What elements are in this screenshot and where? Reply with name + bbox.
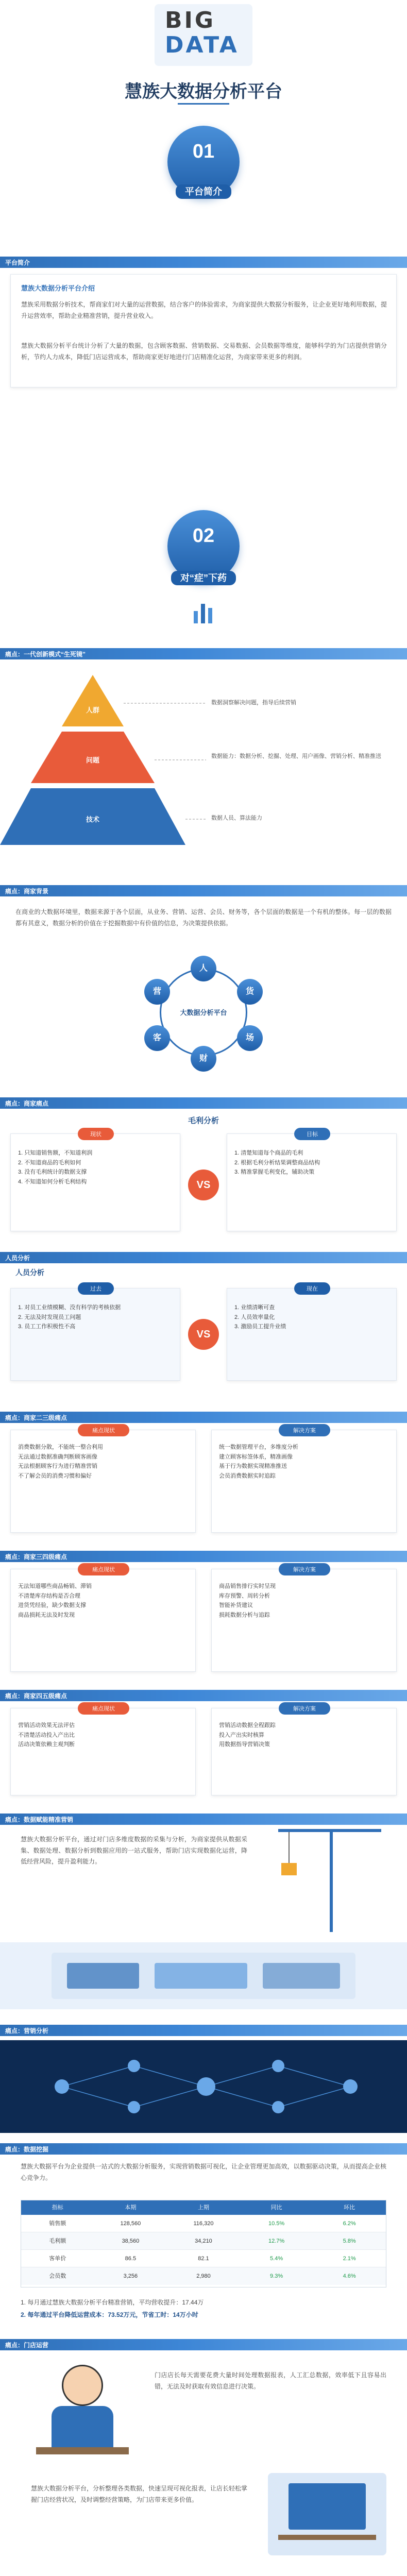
store-paragraph-1: 门店店长每天需要花费大量时间处理数据报表，人工汇总数据，效率低下且容易出错，无法及时获取有效信息进行决策。: [155, 2371, 386, 2390]
pain-box-1-title: 痛点现状: [78, 1424, 129, 1436]
pain-box-1: [10, 1430, 196, 1533]
people-left-card: [10, 1288, 180, 1381]
pyramid-area: [0, 665, 407, 871]
intro-card: [10, 274, 397, 387]
section-remedy: [0, 510, 407, 639]
pyramid-graphic: [0, 665, 407, 871]
wheel-item-4: 财: [191, 1046, 216, 1072]
banner-store: 痛点：门店运营: [0, 2339, 407, 2350]
pain-box-4: [211, 1569, 397, 1672]
pyramid-note-1: 数据洞察解决问题，指导后续营销: [211, 700, 296, 706]
banner-pain: 痛点：商家痛点: [0, 1097, 407, 1109]
pyramid-note-2: 数据能力：数据分析、挖掘、处理、用户画像、营销分析、精准推送: [211, 753, 381, 759]
table-row: 客单价 86.5 82.1 5.4% 2.1%: [21, 2250, 386, 2267]
banner-intro: 平台简介: [0, 257, 407, 268]
pain-box-5-list: 营销活动效果无法评估 不清楚活动投入产出比 活动决策依赖主观判断: [18, 1722, 75, 1748]
pyramid-note-3: 数据人员、算法能力: [211, 815, 262, 821]
background-paragraph: 在商业的大数据环境里，数据来源于各个层面，从业务、营销、运营、会员、财务等，各个层面的数据是一个有机的整体。每一层的数据都有其意义，数据分析的价值在于挖掘数据中有价值的信息，为决策提供依据。: [15, 908, 392, 927]
pain-box-4-title: 解决方案: [279, 1563, 330, 1575]
compare-right-card: [227, 1133, 397, 1231]
data-table: [21, 2200, 386, 2287]
page-title: 慧族大数据分析平台: [125, 82, 282, 101]
pain-box-5-title: 痛点现状: [78, 1702, 129, 1715]
value-paragraph-2: 慧族大数据平台为企业提供一站式的大数据分析服务，实现营销数据可视化，让企业管理更加高效，以数据驱动决策，从而提高企业核心竞争力。: [21, 2163, 386, 2181]
table-row: 毛利额 38,560 34,210 12.7% 5.8%: [21, 2232, 386, 2250]
desk-illustration: [268, 2473, 386, 2555]
compare-title: 毛利分析: [188, 1116, 219, 1125]
bars-icon: [191, 598, 216, 623]
pyramid-label-1: 人群: [86, 706, 99, 714]
compare-right-list: 1. 清楚知道每个商品的毛利 2. 根据毛利分析结果调整商品结构 3. 精准掌握毛利变化，辅助决策: [234, 1150, 320, 1176]
table-header: 指标 本期 上期 同比 环比: [21, 2200, 386, 2215]
banner-model: 痛点：一代创新模式“生死镜”: [0, 648, 407, 659]
intro-paragraph-1: 慧族采用数据分析技术，帮商家们对大量的运营数据，结合客户的体验需求，为商家提供大数据分析服务，让企业更好地利用数据，提升运营效率，帮助企业精准营销，提升营业收入。: [21, 301, 387, 319]
network-graphic: [0, 2040, 407, 2133]
dashboard-tile-3: [263, 1963, 340, 1989]
compare-left-card: [10, 1133, 180, 1231]
vs-badge-2: VS: [188, 1319, 219, 1350]
margin-compare: [0, 1113, 407, 1242]
section-heading-intro: 平台简介: [0, 184, 407, 198]
pain-box-6-title: 解决方案: [279, 1702, 330, 1715]
pain-box-3: [10, 1569, 196, 1672]
wheel-item-3: 场: [237, 1025, 263, 1051]
compare-left-list: 1. 只知道销售额，不知道利润 2. 不知道商品的毛利如何 3. 没有毛利统计的数据支撑 4. 不知道如何分析毛利结构: [18, 1150, 93, 1185]
banner-pain-3: 痛点：商家三四级痛点: [0, 1551, 407, 1562]
people-left-head: 过去: [78, 1282, 114, 1295]
store-paragraph-2: 慧族大数据分析平台，分析整理各类数据，快速呈现可视化报表，让店长轻松掌握门店经营状况，及时调整经营策略，为门店带来更多价值。: [31, 2485, 248, 2503]
wheel-item-5: 客: [144, 1025, 170, 1051]
people-left-list: 1. 对员工业绩模糊、没有科学的考核依据 2. 无法及时发现员工问题 3. 员工工作积极性不高: [18, 1304, 121, 1330]
banner-people: 人员分析: [0, 1252, 407, 1263]
banner-mining: 痛点：数据挖掘: [0, 2143, 407, 2155]
people-title: 人员分析: [15, 1268, 44, 1277]
hero: [0, 0, 407, 118]
dashboard-strip: [0, 1942, 407, 2009]
hero-big-text: BIG: [165, 7, 216, 33]
dashboard-tile-2: [155, 1963, 247, 1989]
banner-value: 痛点：数据赋能精准营销: [0, 1814, 407, 1825]
pyramid-top: [62, 675, 124, 726]
people-right-card: [227, 1288, 397, 1381]
intro-card-title: 慧族大数据分析平台介绍: [21, 284, 95, 292]
pain-box-5: [10, 1708, 196, 1795]
banner-marketing: 痛点：营销分析: [0, 2025, 407, 2036]
people-right-head: 现在: [294, 1282, 330, 1295]
pain-box-3-title: 痛点现状: [78, 1563, 129, 1575]
crane-illustration: [268, 1829, 392, 1932]
stressed-person-illustration: [31, 2360, 134, 2463]
people-compare: [0, 1267, 407, 1396]
wheel-item-2: 货: [237, 979, 263, 1005]
dashboard-tile-1: [67, 1963, 139, 1989]
banner-background: 痛点：商家背景: [0, 885, 407, 896]
vs-badge: VS: [188, 1170, 219, 1200]
pain-box-4-list: 商品销售排行实时呈现 库存预警、周转分析 智能补货建议 损耗数据分析与追踪: [219, 1583, 276, 1619]
compare-right-head: 目标: [294, 1128, 330, 1140]
pain-box-2-title: 解决方案: [279, 1424, 330, 1436]
background-area: [0, 902, 407, 1082]
pain-box-3-list: 无法知道哪些商品畅销、滞销 不清楚库存结构是否合理 进货凭经验，缺少数据支撑 商品损耗无法及时发现: [18, 1583, 92, 1619]
title-underline: [178, 103, 229, 105]
wheel-item-6: 营: [144, 979, 170, 1005]
table-row: 销售额 128,560 116,320 10.5% 6.2%: [21, 2215, 386, 2232]
section-intro: [0, 118, 407, 232]
value-paragraph: 慧族大数据分析平台，通过对门店多维度数据的采集与分析，为商家提供从数据采集、数据处理、数据分析到数据应用的一站式服务，帮助门店实现数据化运营，降低经营风险，提升盈利能力。: [21, 1836, 247, 1866]
stat-line-2: 2. 每年通过平台降低运营成本：73.52万元，节省工时：14万小时: [21, 2311, 198, 2318]
section-number-01: 01: [167, 126, 240, 198]
stat-line-1: 1. 每月通过慧族大数据分析平台精准营销，平均营收提升：17.44万: [21, 2299, 204, 2306]
section-heading-remedy: 对“症”下药: [0, 571, 407, 584]
pain-box-2-list: 统一数据管理平台，多维度分析 建立顾客标签体系，精准画像 基于行为数据实现精准推送 会员消费数据实时追踪: [219, 1444, 298, 1480]
pain-box-6-list: 营销活动数据全程跟踪 投入产出实时核算 用数据指导营销决策: [219, 1722, 276, 1748]
wheel-item-1: 人: [191, 956, 216, 981]
pyramid-label-2: 问题: [86, 756, 99, 764]
section-number-02: 02: [167, 510, 240, 582]
table-row: 会员数 3,256 2,980 9.3% 4.6%: [21, 2267, 386, 2285]
pyramid-label-3: 技术: [86, 816, 99, 823]
compare-left-head: 现状: [78, 1128, 114, 1140]
banner-pain-2: 痛点：商家二三级痛点: [0, 1412, 407, 1423]
network-svg: [0, 2040, 407, 2133]
banner-pain-4: 痛点：商家四五级痛点: [0, 1690, 407, 1701]
intro-paragraph-2: 慧族大数据分析平台统计分析了大量的数据，包含顾客数据、营销数据、交易数据、会员数据等维度，能够科学的为门店提供营销分析，节约人力成本，降低门店运营成本，帮助商家更好地进行门店精准化运营，为商家带来更多的利润。: [21, 342, 387, 361]
pain-box-1-list: 消费数据分散，不能统一整合利用 无法通过数据准确判断顾客画像 无法根据顾客行为进行精准营销 不了解会员的消费习惯和偏好: [18, 1444, 103, 1480]
wheel-center: 大数据分析平台: [180, 1009, 227, 1016]
hero-data-text: DATA: [165, 32, 239, 58]
people-right-list: 1. 业绩清晰可查 2. 人员效率量化 3. 激励员工提升业绩: [234, 1304, 286, 1330]
pain-box-6: [211, 1708, 397, 1795]
pain-box-2: [211, 1430, 397, 1533]
